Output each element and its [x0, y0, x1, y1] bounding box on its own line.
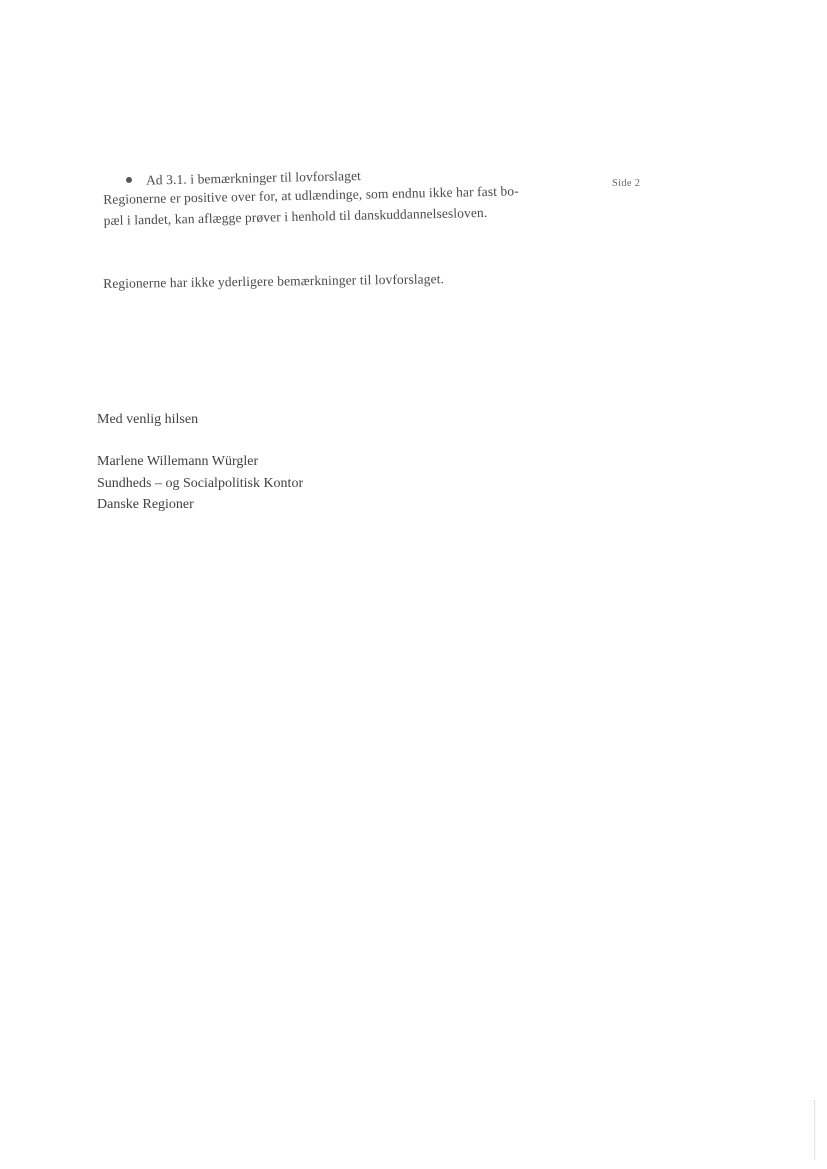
bullet-heading-text: Ad 3.1. i bemærkninger til lovforslaget [145, 168, 362, 188]
page-number-label: Side 2 [612, 178, 641, 189]
signer-name: Marlene Willemann Würgler [97, 454, 259, 469]
paragraph-positive [103, 179, 584, 231]
paragraph-line: Regionerne er positive over for, at udlændinge, som endnu ikke har fast bo- [103, 183, 519, 207]
paragraph-no-further-remarks: Regionerne har ikke yderligere bemærkninger til lovforslaget. [103, 271, 445, 291]
scan-edge-marks [814, 1100, 817, 1160]
signature-block [97, 451, 303, 516]
signer-organization: Danske Regioner [97, 497, 194, 512]
paragraph-line: pæl i landet, kan aflægge prøver i henhold til danskuddannelsesloven. [103, 204, 488, 228]
closing-greeting: Med venlig hilsen [97, 412, 199, 427]
bullet-icon [126, 177, 132, 183]
signer-department: Sundheds – og Socialpolitisk Kontor [97, 475, 304, 491]
